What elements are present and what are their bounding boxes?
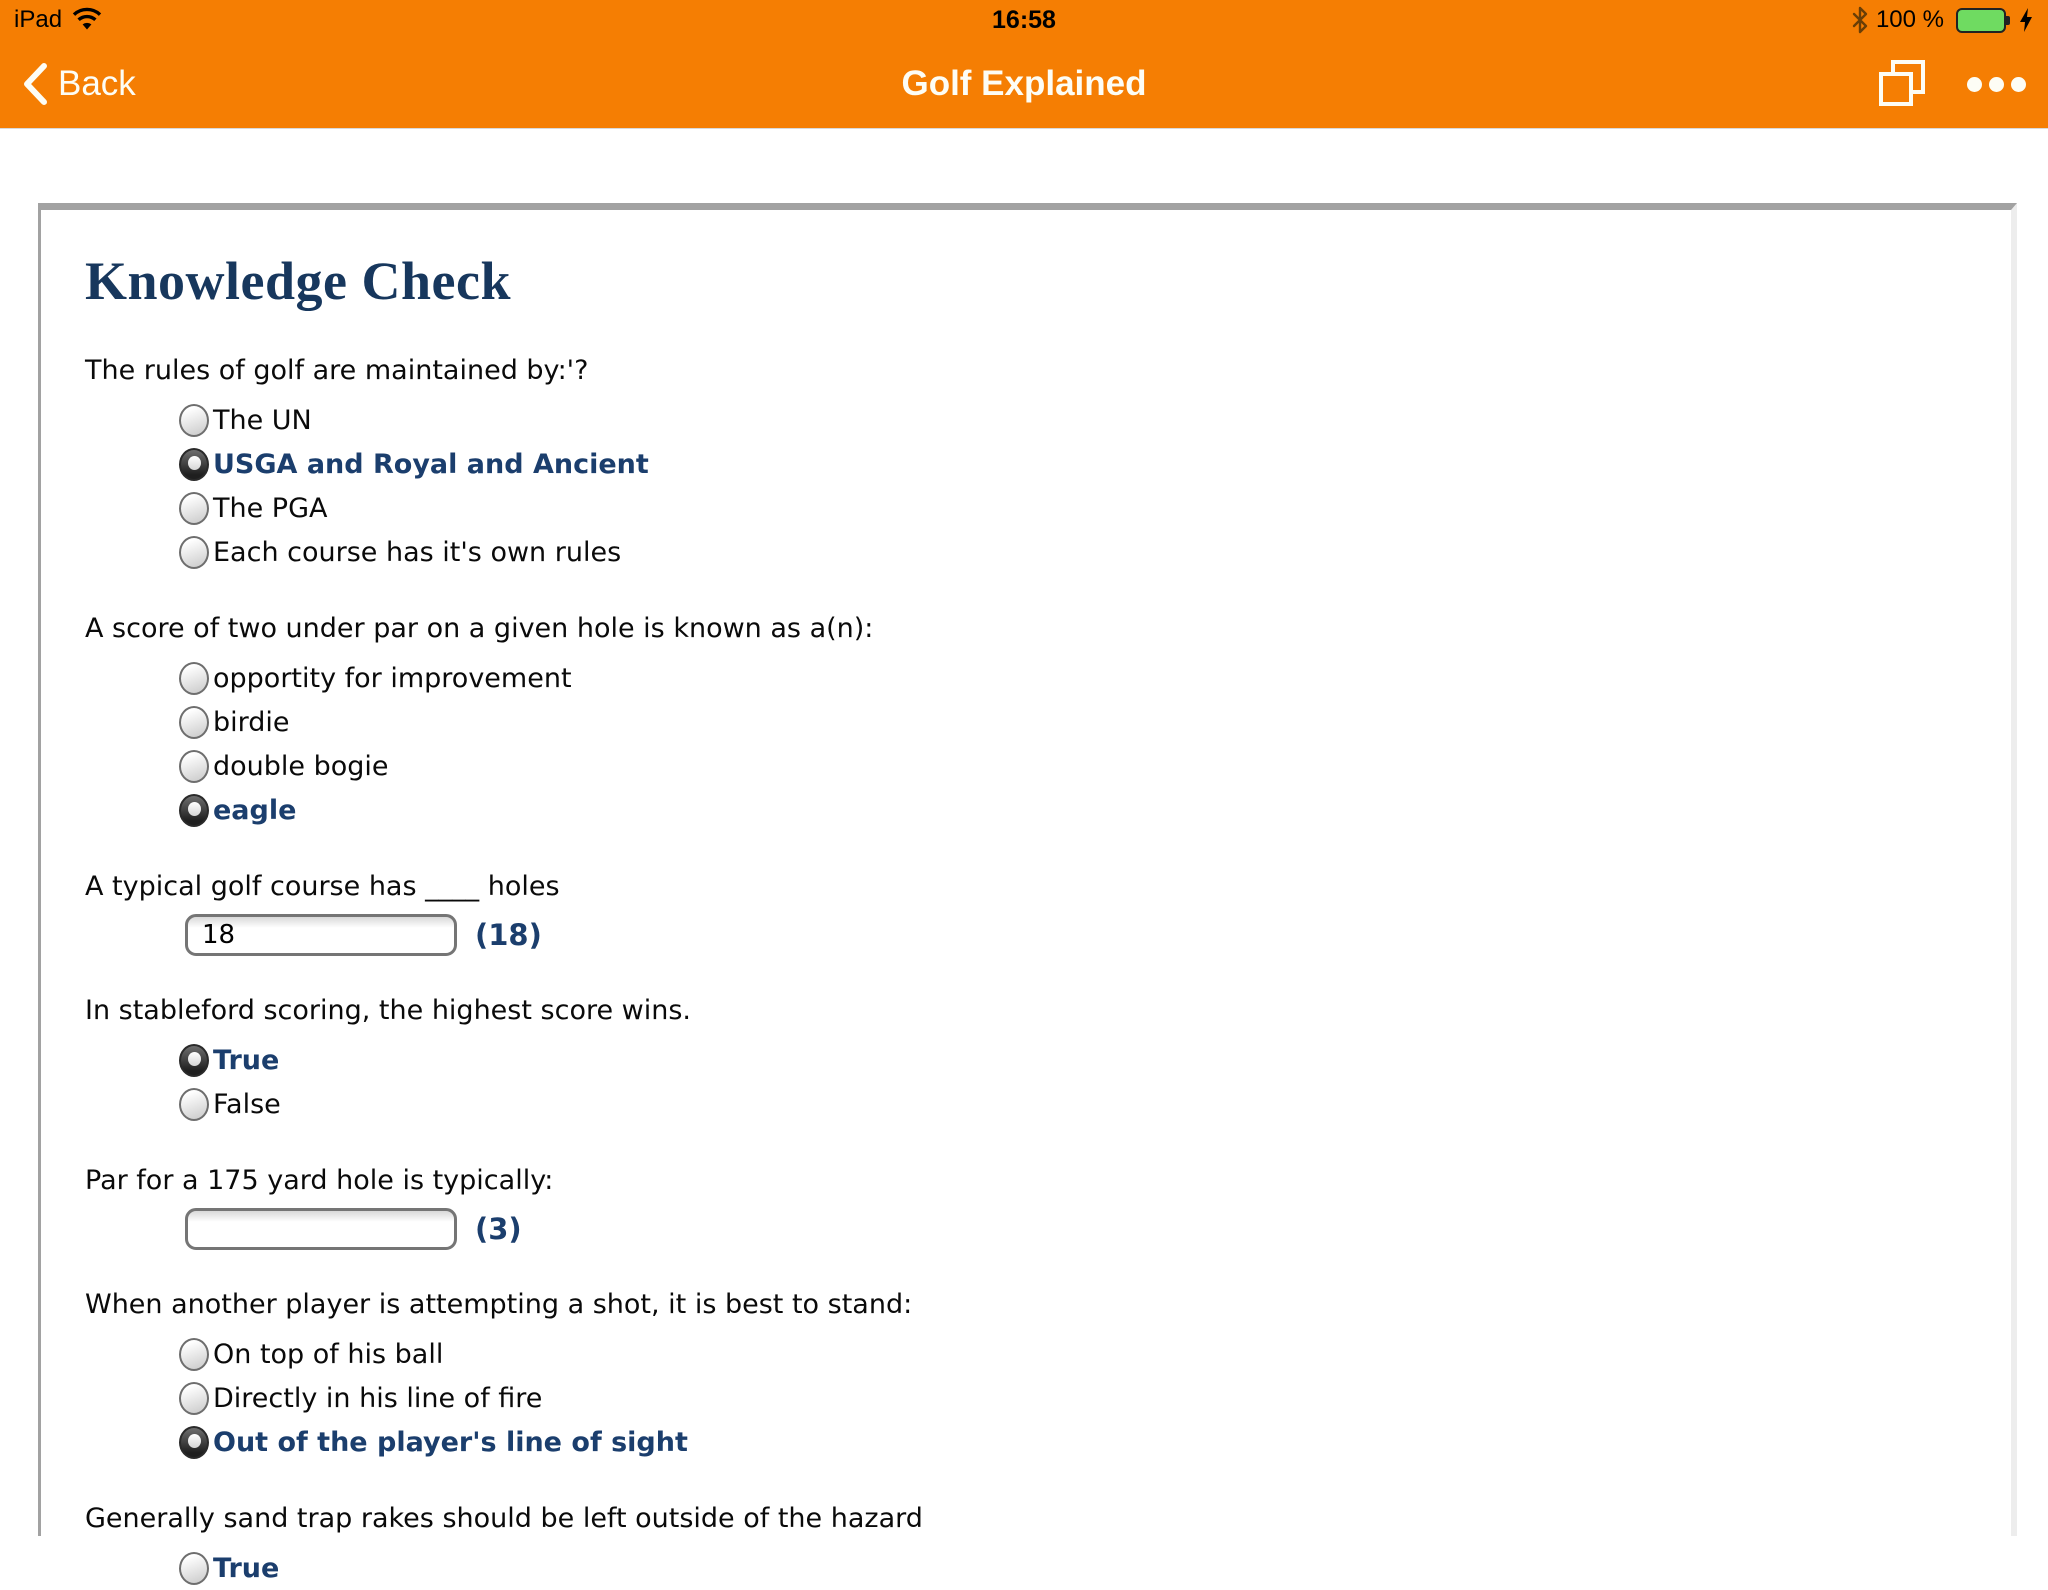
answer-input[interactable]	[185, 1208, 457, 1250]
question-3	[85, 870, 1981, 956]
option-label: USGA and Royal and Ancient	[213, 448, 649, 480]
option-label: On top of his ball	[213, 1338, 444, 1370]
radio-button-icon[interactable]	[179, 404, 209, 437]
answer-hint: (3)	[475, 1212, 522, 1246]
radio-button-icon[interactable]	[179, 1426, 209, 1459]
option-label: True	[213, 1552, 280, 1584]
quiz-heading: Knowledge Check	[85, 251, 511, 311]
charging-bolt-icon	[2018, 7, 2034, 33]
question-7	[85, 1502, 1981, 1590]
radio-option[interactable]	[179, 788, 1981, 832]
radio-option[interactable]	[179, 700, 1981, 744]
radio-option[interactable]	[179, 744, 1981, 788]
back-button-label: Back	[58, 64, 136, 103]
radio-option[interactable]	[179, 1038, 1981, 1082]
radio-option[interactable]	[179, 1332, 1981, 1376]
option-label: True	[213, 1044, 280, 1076]
option-label: Each course has it's own rules	[213, 536, 622, 568]
status-bar	[0, 0, 2048, 40]
question-text: Generally sand trap rakes should be left outside of the hazard	[85, 1503, 923, 1534]
option-label: eagle	[213, 794, 297, 826]
question-text: A typical golf course has ____ holes	[85, 871, 560, 902]
radio-option[interactable]	[179, 1420, 1981, 1464]
question-text: Par for a 175 yard hole is typically:	[85, 1165, 554, 1196]
question-text: A score of two under par on a given hole is known as a(n):	[85, 613, 874, 644]
option-label: False	[213, 1088, 281, 1120]
radio-option[interactable]	[179, 1082, 1981, 1126]
option-label: Out of the player's line of sight	[213, 1426, 688, 1458]
radio-button-icon[interactable]	[179, 1382, 209, 1415]
status-clock: 16:58	[992, 5, 1056, 34]
radio-button-icon[interactable]	[179, 1088, 209, 1121]
option-label: The PGA	[213, 492, 328, 524]
radio-button-icon[interactable]	[179, 662, 209, 695]
radio-option[interactable]	[179, 486, 1981, 530]
option-label: double bogie	[213, 750, 389, 782]
question-text: The rules of golf are maintained by:'?	[85, 355, 589, 386]
back-button[interactable]	[22, 61, 136, 107]
question-4	[85, 994, 1981, 1126]
radio-button-icon[interactable]	[179, 750, 209, 783]
pages-icon[interactable]	[1877, 58, 1929, 110]
quiz-frame	[38, 203, 2017, 1584]
question-2	[85, 612, 1981, 832]
radio-option[interactable]	[179, 398, 1981, 442]
device-label: iPad	[14, 6, 63, 33]
option-label: birdie	[213, 706, 290, 738]
radio-option[interactable]	[179, 442, 1981, 486]
option-label: Directly in his line of fire	[213, 1382, 543, 1414]
back-chevron-icon	[22, 61, 48, 107]
radio-button-icon[interactable]	[179, 794, 209, 827]
radio-button-icon[interactable]	[179, 1552, 209, 1585]
radio-button-icon[interactable]	[179, 1044, 209, 1077]
question-5	[85, 1164, 1981, 1250]
radio-option[interactable]	[179, 1376, 1981, 1420]
radio-button-icon[interactable]	[179, 1338, 209, 1371]
more-ellipsis-icon[interactable]	[1967, 77, 2026, 92]
bluetooth-icon	[1852, 7, 1868, 33]
radio-option[interactable]	[179, 530, 1981, 574]
question-1	[85, 354, 1981, 574]
battery-icon	[1956, 8, 2006, 33]
radio-button-icon[interactable]	[179, 448, 209, 481]
question-text: In stableford scoring, the highest score wins.	[85, 995, 692, 1026]
question-6	[85, 1288, 1981, 1464]
option-label: opportity for improvement	[213, 662, 572, 694]
radio-button-icon[interactable]	[179, 706, 209, 739]
battery-percent-label: 100 %	[1875, 6, 1944, 33]
answer-hint: (18)	[475, 918, 542, 952]
page-title: Golf Explained	[901, 64, 1147, 103]
radio-option[interactable]	[179, 656, 1981, 700]
option-label: The UN	[213, 404, 312, 436]
app-header	[0, 0, 2048, 128]
nav-bar	[0, 40, 2048, 128]
radio-option[interactable]	[179, 1546, 1981, 1590]
content-area	[0, 128, 2048, 1584]
radio-button-icon[interactable]	[179, 536, 209, 569]
answer-input[interactable]	[185, 914, 457, 956]
radio-button-icon[interactable]	[179, 492, 209, 525]
question-text: When another player is attempting a shot, it is best to stand:	[85, 1289, 913, 1320]
